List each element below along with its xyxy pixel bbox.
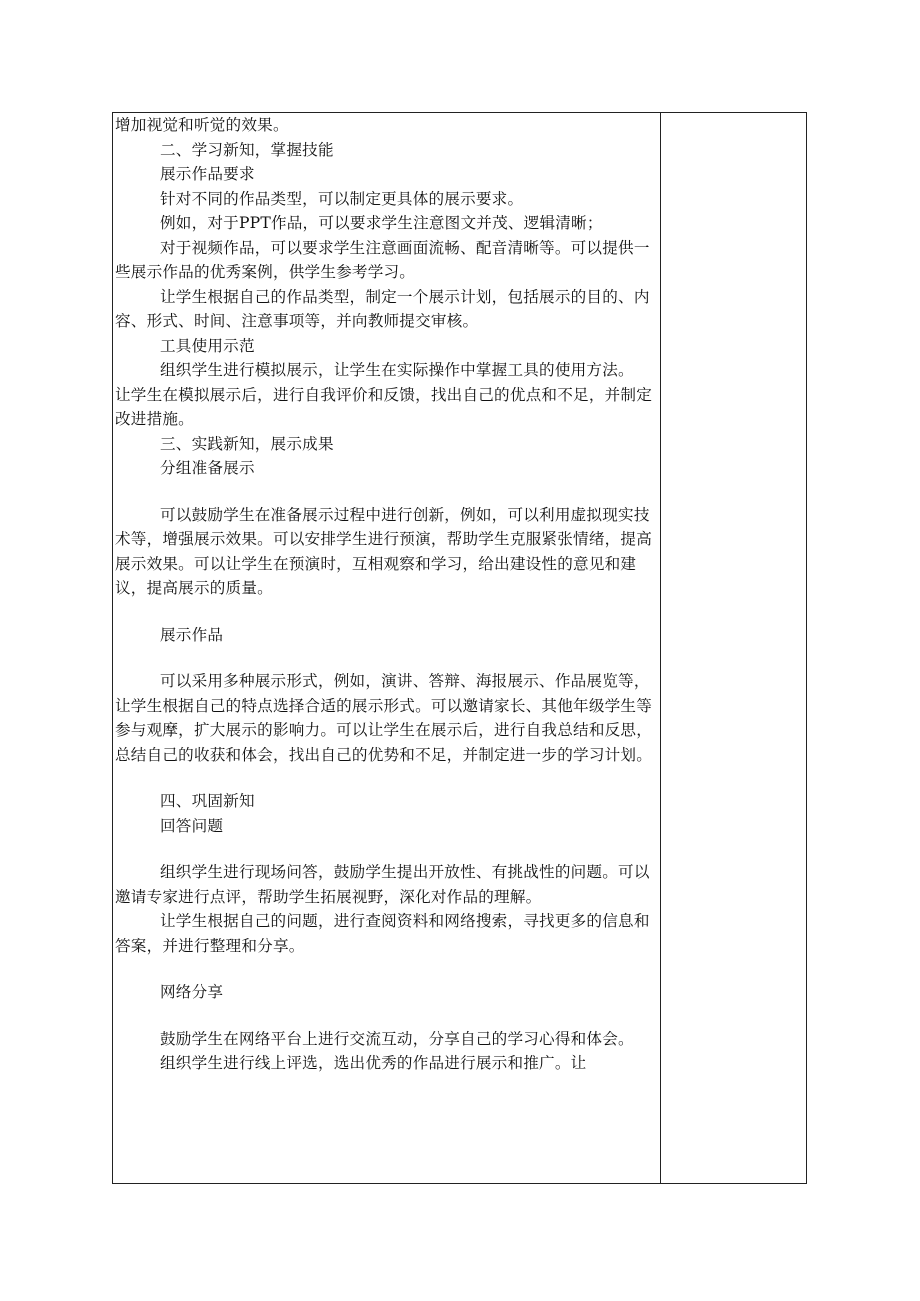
heading-section-3: 三、实践新知，展示成果 <box>160 434 334 453</box>
paragraph-12: 可以鼓励学生在准备展示过程中进行创新，例如，可以利用虚拟现实技术等，增强展示效果。可以安排学生进行预演，帮助学生克服紧张情绪，提高展示效果。可以让学生在预演时，互相观察和学习，给出建设性的意见和建议，提高展示的质量。 <box>115 505 652 597</box>
paragraph-18: 让学生根据自己的问题，进行查阅资料和网络搜索，寻找更多的信息和答案，并进行整理和分享。 <box>115 912 650 955</box>
heading-section-2: 二、学习新知，掌握技能 <box>160 140 334 159</box>
paragraph-9: 让学生在模拟展示后，进行自我评价和反馈，找出自己的优点和不足，并制定改进措施。 <box>115 385 652 428</box>
paragraph-17: 组织学生进行现场问答，鼓励学生提出开放性、有挑战性的问题。可以邀请专家进行点评，帮助学生拓展视野，深化对作品的理解。 <box>115 863 650 906</box>
paragraph-3: 针对不同的作品类型，可以制定更具体的展示要求。 <box>160 189 524 208</box>
paragraph-6: 让学生根据自己的作品类型，制定一个展示计划，包括展示的目的、内容、形式、时间、注意事项等，并向教师提交审核。 <box>115 287 650 330</box>
paragraph-8: 组织学生进行模拟展示，让学生在实际操作中掌握工具的使用方法。 <box>160 361 634 379</box>
subheading-tool-demo: 工具使用示范 <box>160 336 255 355</box>
paragraph-4: 例如，对于PPT作品，可以要求学生注意图文并茂、逻辑清晰； <box>160 214 603 232</box>
paragraph-21: 组织学生进行线上评选，选出优秀的作品进行展示和推广。让 <box>160 1054 587 1072</box>
paragraph-20: 鼓励学生在网络平台上进行交流互动，分享自己的学习心得和体会。 <box>160 1029 634 1048</box>
heading-section-4: 四、巩固新知 <box>160 792 255 810</box>
subheading-answer-questions: 回答问题 <box>160 816 224 835</box>
subheading-display-requirements: 展示作品要求 <box>160 165 255 183</box>
paragraph-5: 对于视频作品，可以要求学生注意画面流畅、配音清晰等。可以提供一些展示作品的优秀案例，供学生参考学习。 <box>115 238 650 281</box>
paragraph-0: 增加视觉和听觉的效果。 <box>115 116 289 134</box>
subheading-display-works: 展示作品 <box>160 625 224 644</box>
column-divider <box>660 112 661 1184</box>
main-cell <box>113 113 659 1076</box>
paragraph-14: 可以采用多种展示形式，例如，演讲、答辩、海报展示、作品展览等，让学生根据自己的特点选择合适的展示形式。可以邀请家长、其他年级学生等参与观摩，扩大展示的影响力。可以让学生在展示后，进行自我总结和反思，总结自己的收获和体会，找出自己的优势和不足，并制定进一步的学习计划。 <box>115 672 652 764</box>
subheading-group-prep: 分组准备展示 <box>160 459 255 477</box>
subheading-online-sharing: 网络分享 <box>160 983 224 1001</box>
